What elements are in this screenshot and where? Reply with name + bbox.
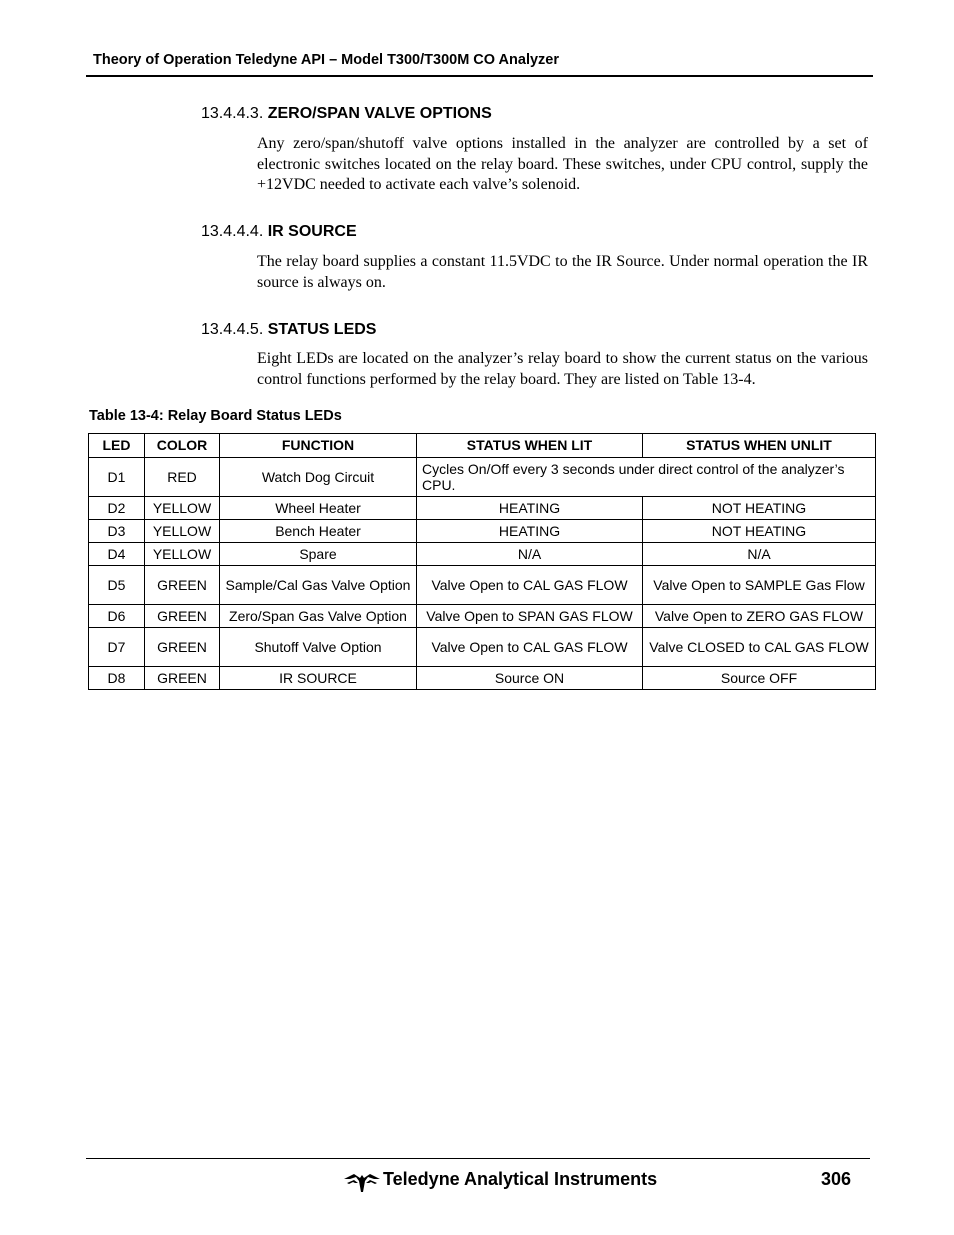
cell-status-unlit: NOT HEATING xyxy=(643,520,876,543)
cell-status-unlit: Valve CLOSED to CAL GAS FLOW xyxy=(643,628,876,667)
running-header: Theory of Operation Teledyne API – Model T300/T300M CO Analyzer xyxy=(93,52,559,68)
paragraph-ir-source: The relay board supplies a constant 11.5VDC to the IR Source. Under normal operation the IR source is always on. xyxy=(257,253,868,291)
section-title: ZERO/SPAN VALVE OPTIONS xyxy=(267,105,492,122)
teledyne-logo-icon xyxy=(344,1171,380,1193)
cell-function: Sample/Cal Gas Valve Option xyxy=(220,566,417,605)
section-heading-status-leds xyxy=(201,321,376,339)
cell-status-unlit: Valve Open to SAMPLE Gas Flow xyxy=(643,566,876,605)
cell-led: D7 xyxy=(89,628,145,667)
section-title: IR SOURCE xyxy=(267,223,357,240)
page-number: 306 xyxy=(821,1169,852,1189)
cell-function: Watch Dog Circuit xyxy=(220,458,417,497)
cell-status-lit: N/A xyxy=(417,543,643,566)
cell-function: Wheel Heater xyxy=(220,497,417,520)
cell-status-lit: Valve Open to CAL GAS FLOW xyxy=(417,566,643,605)
cell-function: Shutoff Valve Option xyxy=(220,628,417,667)
column-header-status-unlit: STATUS WHEN UNLIT xyxy=(643,434,876,458)
column-header-color: COLOR xyxy=(145,434,220,458)
section-number: 13.4.4.5. xyxy=(201,321,264,338)
table-row xyxy=(89,566,876,605)
table-row xyxy=(89,458,876,497)
footer-rule xyxy=(86,1158,870,1159)
cell-status-lit: HEATING xyxy=(417,520,643,543)
cell-led: D4 xyxy=(89,543,145,566)
cell-function: IR SOURCE xyxy=(220,667,417,690)
cell-led: D2 xyxy=(89,497,145,520)
cell-status-lit: Valve Open to SPAN GAS FLOW xyxy=(417,605,643,628)
cell-status-lit: Valve Open to CAL GAS FLOW xyxy=(417,628,643,667)
cell-led: D8 xyxy=(89,667,145,690)
footer-company-name: Teledyne Analytical Instruments xyxy=(383,1169,658,1189)
cell-status-unlit: N/A xyxy=(643,543,876,566)
relay-board-status-leds-table xyxy=(88,433,876,690)
cell-status-unlit: Valve Open to ZERO GAS FLOW xyxy=(643,605,876,628)
cell-color: GREEN xyxy=(145,667,220,690)
cell-led: D3 xyxy=(89,520,145,543)
table-row xyxy=(89,628,876,667)
column-header-status-lit: STATUS WHEN LIT xyxy=(417,434,643,458)
cell-function: Spare xyxy=(220,543,417,566)
column-header-function: FUNCTION xyxy=(220,434,417,458)
cell-status-unlit: NOT HEATING xyxy=(643,497,876,520)
paragraph-zero-span: Any zero/span/shutoff valve options installed in the analyzer are controlled by a set of electronic switches located on the relay board. These switches, under CPU control, supply the +12VDC needed to activate each valve’s solenoid. xyxy=(257,135,868,193)
table-row xyxy=(89,497,876,520)
section-heading-ir-source xyxy=(201,223,357,241)
cell-color: GREEN xyxy=(145,605,220,628)
table-caption: Table 13-4: Relay Board Status LEDs xyxy=(89,408,342,424)
cell-color: YELLOW xyxy=(145,543,220,566)
table-row xyxy=(89,543,876,566)
cell-status-lit: HEATING xyxy=(417,497,643,520)
cell-led: D6 xyxy=(89,605,145,628)
cell-led: D5 xyxy=(89,566,145,605)
cell-color: YELLOW xyxy=(145,497,220,520)
cell-status-lit: Source ON xyxy=(417,667,643,690)
table-row xyxy=(89,605,876,628)
cell-status-unlit: Source OFF xyxy=(643,667,876,690)
table-row xyxy=(89,667,876,690)
cell-function: Zero/Span Gas Valve Option xyxy=(220,605,417,628)
header-rule xyxy=(86,75,873,77)
section-title: STATUS LEDS xyxy=(267,321,377,338)
cell-color: RED xyxy=(145,458,220,497)
cell-color: GREEN xyxy=(145,628,220,667)
paragraph-status-leds: Eight LEDs are located on the analyzer’s relay board to show the current status on the various control functions performed by the relay board. They are listed on Table 13-4. xyxy=(257,350,868,388)
section-number: 13.4.4.4. xyxy=(201,223,264,240)
column-header-led: LED xyxy=(89,434,145,458)
cell-led: D1 xyxy=(89,458,145,497)
table-row xyxy=(89,520,876,543)
cell-color: GREEN xyxy=(145,566,220,605)
section-number: 13.4.4.3. xyxy=(201,105,264,122)
table-header-row xyxy=(89,434,876,458)
section-heading-zero-span xyxy=(201,105,492,123)
cell-status-merged: Cycles On/Off every 3 seconds under direct control of the analyzer’s CPU. xyxy=(417,458,876,497)
cell-color: YELLOW xyxy=(145,520,220,543)
cell-function: Bench Heater xyxy=(220,520,417,543)
